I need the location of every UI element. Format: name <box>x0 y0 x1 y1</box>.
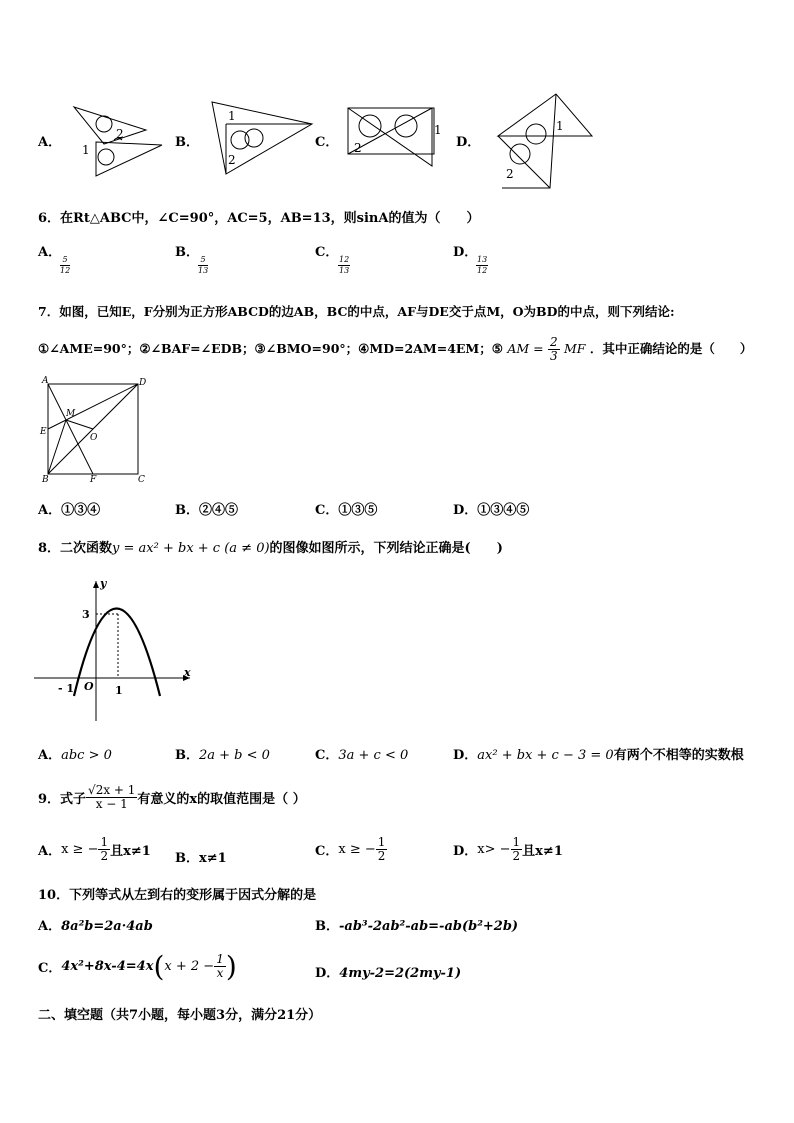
q7-label-d: D <box>139 378 147 388</box>
q6-option-a-label: A． <box>38 245 62 260</box>
q9-option-b: B．x≠1 <box>175 851 227 866</box>
q9-option-d: D．x> − $\frac{1}{2}$ 且x≠1 <box>453 835 563 863</box>
q5-option-d-figure <box>496 92 606 192</box>
q7-mf: MF <box>563 341 586 356</box>
q5-b-angle-2: 2 <box>228 153 236 167</box>
q7-option-a: A．①③④ <box>38 503 101 518</box>
q9-expression: $\frac{√2x + 1}{x - 1}$ <box>88 783 136 811</box>
q7-option-b: B．②④⑤ <box>175 503 239 518</box>
q8-x-tick-neg1: - 1 <box>58 682 75 695</box>
q5-option-b-label: B． <box>175 135 199 150</box>
q6-option-d-label: D． <box>453 245 478 260</box>
q7-label-f: F <box>90 475 97 485</box>
q6-option-c-label: C． <box>315 245 339 260</box>
q7-label-b: B <box>42 475 49 485</box>
q7-question: ．其中正确结论的是（ ） <box>589 341 753 356</box>
q8-option-a: A．abc > 0 <box>38 748 112 763</box>
q5-option-c-figure <box>346 104 446 174</box>
q10-option-a: A．8a²b=2a·4ab <box>38 919 153 934</box>
q5-a-angle-1: 1 <box>82 143 90 157</box>
q6-option-a <box>38 241 61 260</box>
q7-stem-line2 <box>38 336 752 363</box>
q9-option-a: A．x ≥ − $\frac{1}{2}$ 且x≠1 <box>38 835 151 863</box>
q5-option-d-label: D． <box>456 135 481 150</box>
q5-a-angle-2: 2 <box>116 127 124 141</box>
q7-label-e: E <box>40 427 47 437</box>
q6-option-b-fraction: $\frac{5}{13}$ <box>198 255 209 275</box>
q5-option-b-figure <box>210 100 320 180</box>
q6-option-c <box>315 241 338 260</box>
q7-label-o: O <box>90 433 98 443</box>
q8-option-b: B．2a + b < 0 <box>175 748 270 763</box>
q6-option-c-fraction: $\frac{12}{13}$ <box>339 255 350 275</box>
q5-c-angle-1: 1 <box>434 123 442 137</box>
q7-am: AM = <box>507 341 544 356</box>
q7-label-m: M <box>66 409 76 419</box>
q7-stem-line1: 7．如图，已知E，F分别为正方形ABCD的边AB，BC的中点，AF与DE交于点M，O为BD的中点，则下列结论: <box>38 304 675 319</box>
q6-option-a-fraction: $\frac{5}{12}$ <box>60 255 71 275</box>
q5-c-angle-2: 2 <box>354 141 362 155</box>
q7-square-figure <box>38 374 158 484</box>
q7-conditions: ①∠AME=90°；②∠BAF=∠EDB；③∠BMO=90°；④MD=2AM=4EM；⑤ <box>38 341 503 356</box>
q7-label-a: A <box>42 376 49 386</box>
q5-option-a-figure <box>66 102 166 182</box>
q8-option-d: D．ax² + bx + c − 3 = 0有两个不相等的实数根 <box>453 748 744 763</box>
q8-parabola-graph <box>34 576 204 726</box>
section-2-heading: 二、填空题（共7小题，每小题3分，满分21分） <box>38 1008 322 1023</box>
q10-stem: 10．下列等式从左到右的变形属于因式分解的是 <box>38 888 317 903</box>
q6-option-b <box>175 241 199 260</box>
q9-option-c: C．x ≥ − $\frac{1}{2}$ <box>315 835 386 863</box>
q7-fraction: $\frac{2}{3}$ <box>549 335 558 363</box>
q6-stem: 6．在Rt△ABC中，∠C=90°，AC=5，AB=13，则sinA的值为（ ） <box>38 211 480 226</box>
q8-option-c: C．3a + c < 0 <box>315 748 409 763</box>
q6-option-b-label: B． <box>175 245 199 260</box>
q8-y-axis-label: y <box>100 577 107 590</box>
q7-option-d: D．①③④⑤ <box>453 503 530 518</box>
q6-option-d <box>453 241 477 260</box>
q5-option-a-label: A． <box>38 135 62 150</box>
q8-y-tick-3: 3 <box>82 608 90 621</box>
q9-stem: 9．式子 $\frac{√2x + 1}{x - 1}$ 有意义的x的取值范围是（ ） <box>38 783 306 811</box>
q8-formula: y = ax² + bx + c (a ≠ 0) <box>112 541 270 556</box>
q8-origin-label: O <box>84 680 94 693</box>
q10-option-c: C．4x²+8x-4=4x(x + 2 − $\frac{1}{x}$ ) <box>38 950 237 983</box>
q5-d-angle-1: 1 <box>556 119 564 133</box>
q10-option-b: B．-ab³-2ab²-ab=-ab(b²+2b) <box>315 919 519 934</box>
q5-d-angle-2: 2 <box>506 167 514 181</box>
q6-option-d-fraction: $\frac{13}{12}$ <box>477 255 488 275</box>
q10-option-d: D．4my-2=2(2my-1) <box>315 966 462 981</box>
q7-label-c: C <box>138 475 145 485</box>
q5-option-c-label: C． <box>315 135 339 150</box>
q5-b-angle-1: 1 <box>228 109 236 123</box>
q8-x-axis-label: x <box>184 666 191 679</box>
q8-x-tick-1: 1 <box>115 684 123 697</box>
q8-stem: 8．二次函数y = ax² + bx + c (a ≠ 0)的图像如图所示，下列结论正确是( ) <box>38 541 503 556</box>
q7-option-c: C．①③⑤ <box>315 503 378 518</box>
